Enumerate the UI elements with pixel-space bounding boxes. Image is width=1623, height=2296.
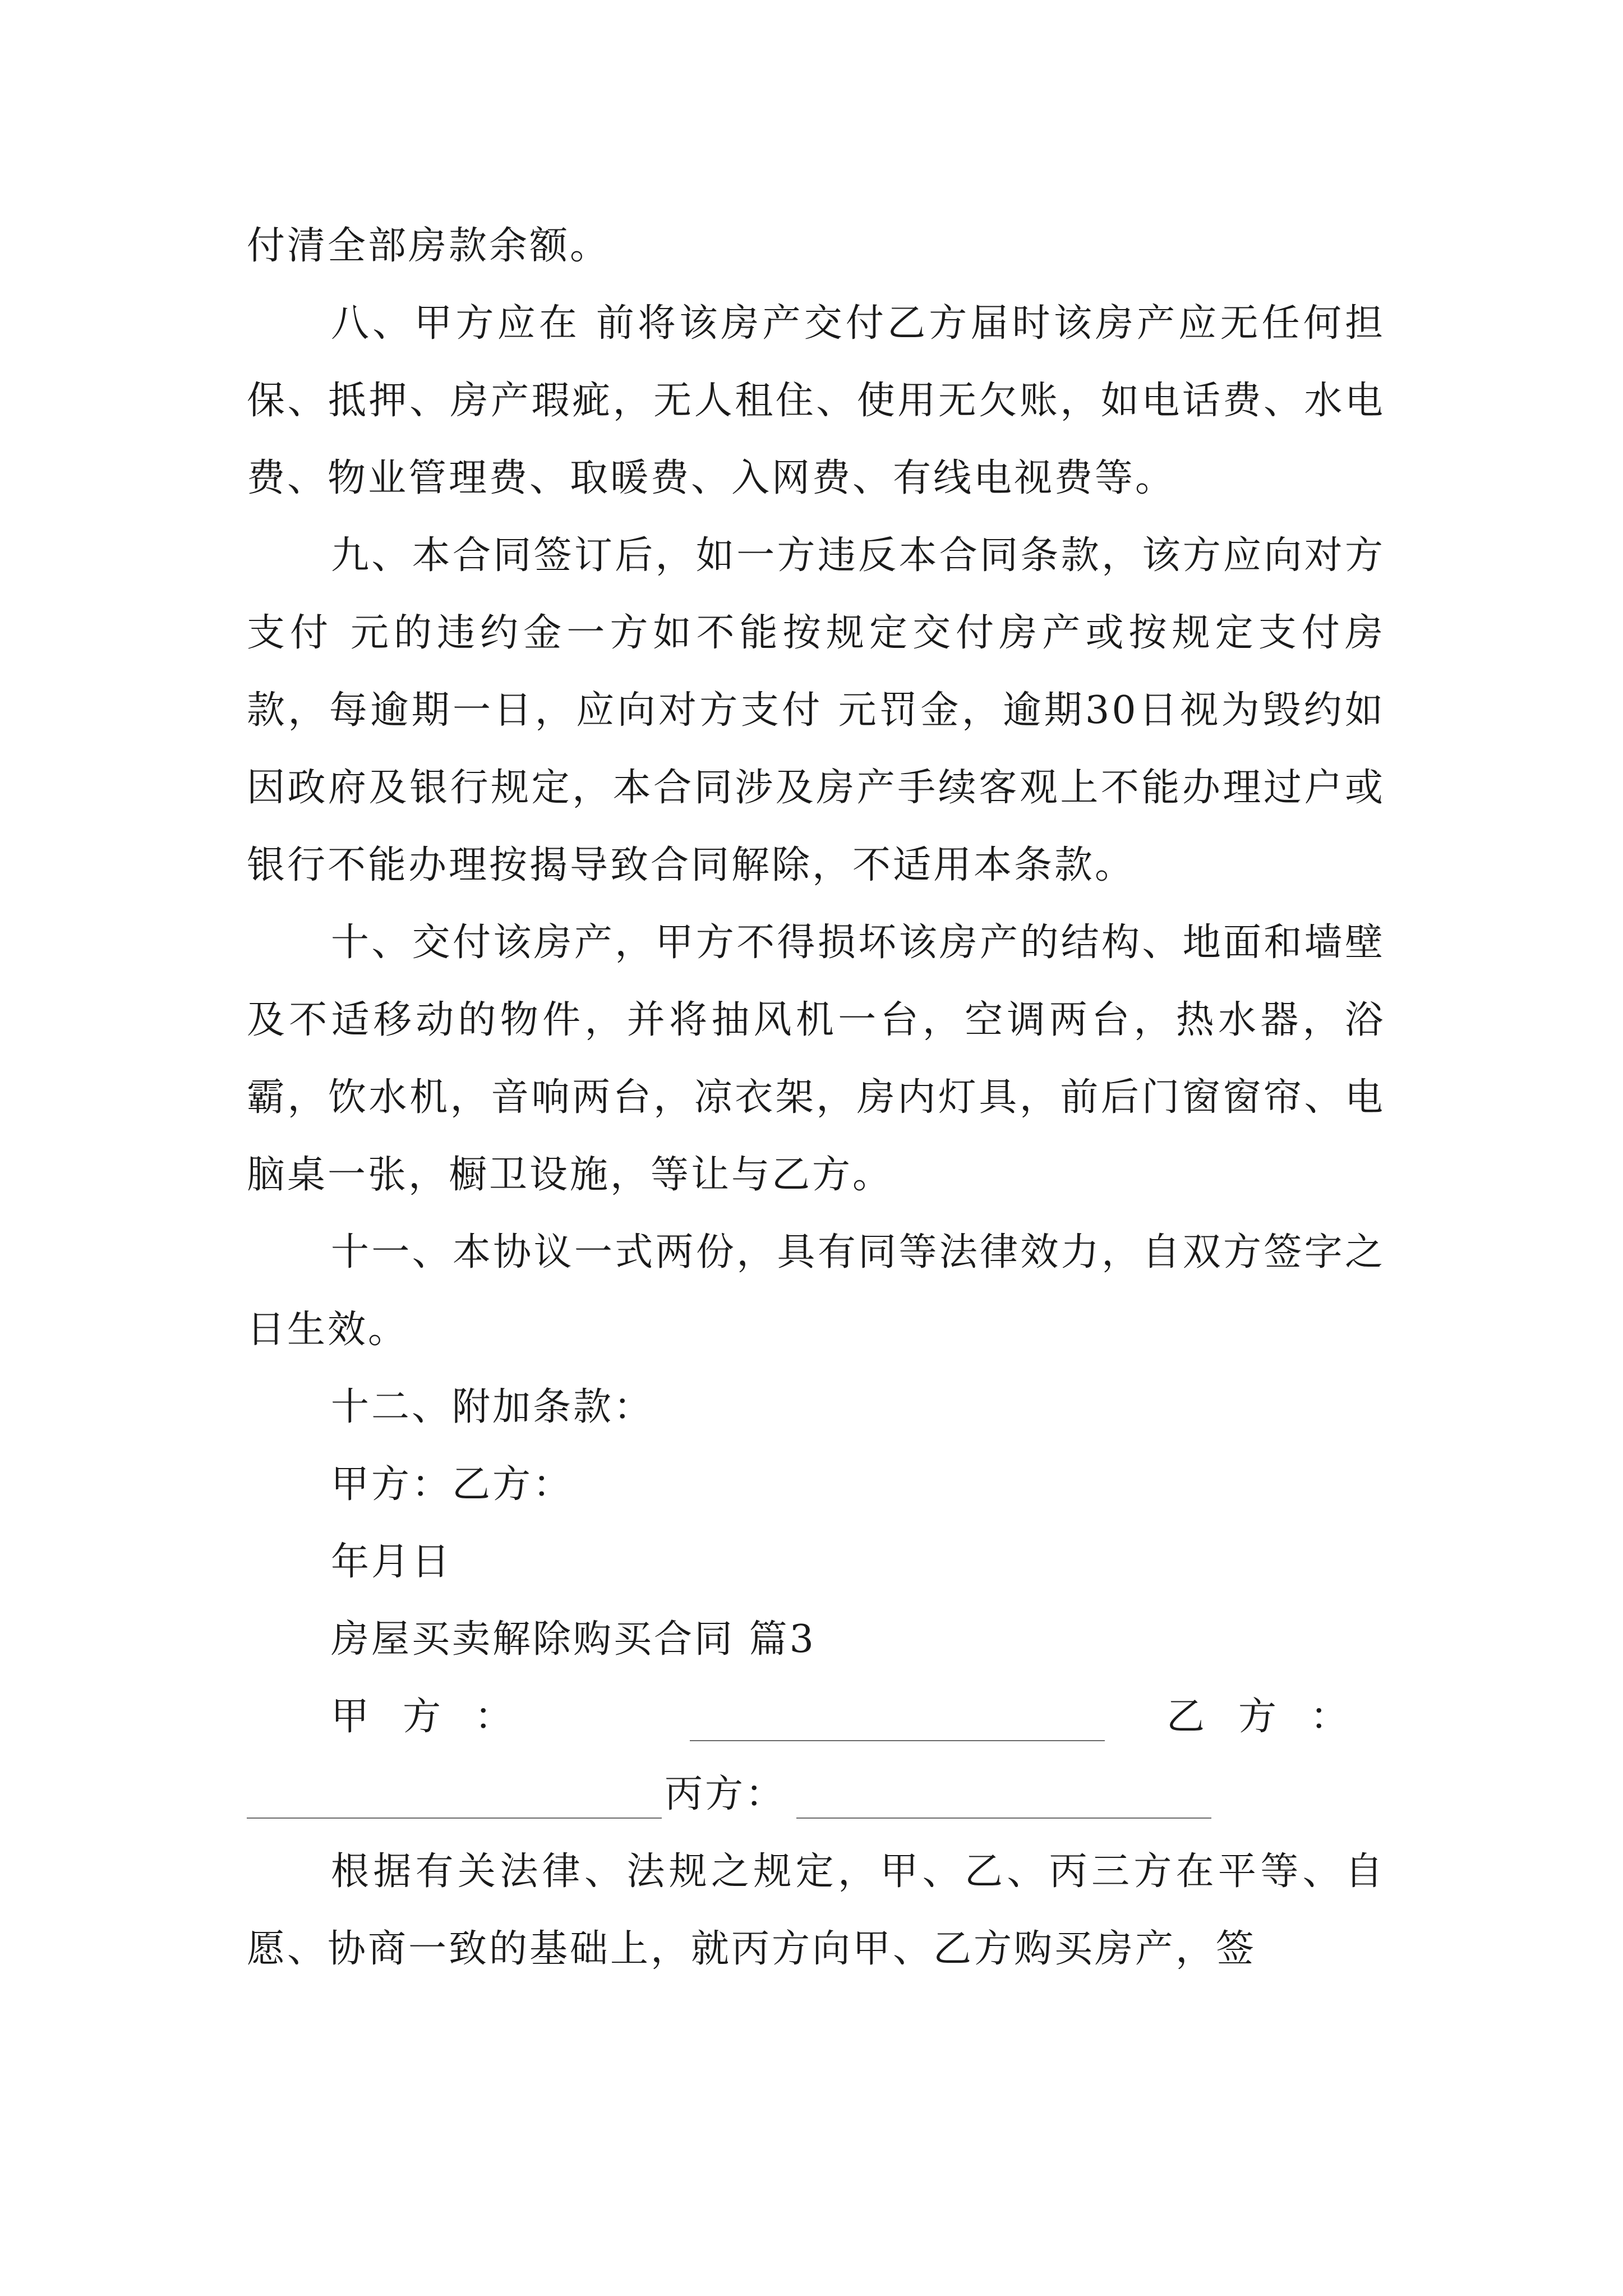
party-b-blank	[247, 1818, 662, 1819]
paragraph-date: 年月日	[331, 1540, 453, 1584]
document-page	[247, 208, 1385, 1988]
paragraph-clause-8: 八、甲方应在 前将该房产交付乙方届时该房产应无任何担保、抵押、房产瑕疵，无人租住、使用无欠账，如电话费、水电费、物业管理费、取暖费、入网费、有线电视费等。	[247, 301, 1385, 500]
paragraph-section-title: 房屋买卖解除购买合同 篇3	[331, 1617, 816, 1662]
paragraph-parties: 甲方：乙方：	[331, 1462, 574, 1507]
paragraph-clause-10: 十、交付该房产，甲方不得损坏该房产的结构、地面和墙壁及不适移动的物件，并将抽风机一台，空调两台，热水器，浴霸，饮水机，音响两台，凉衣架，房内灯具，前后门窗窗帘、电脑桌一张，橱卫设施，等让与乙方。	[247, 921, 1385, 1197]
signature-line-ab	[247, 1678, 1385, 1756]
party-a-label: 甲方：	[331, 1695, 547, 1739]
paragraph-clause-11: 十一、本协议一式两份，具有同等法律效力，自双方签字之日生效。	[247, 1230, 1385, 1352]
paragraph-clause-9: 九、本合同签订后，如一方违反本合同条款，该方应向对方支付 元的违约金一方如不能按规定交付房产或按规定支付房款，每逾期一日，应向对方支付 元罚金，逾期30日视为毁约如因政府及银行规定，本合同涉及房产手续客观上不能办理过户或银行不能办理按揭导致合同解除，不适用本条款。	[247, 533, 1385, 887]
party-a-blank	[690, 1740, 1105, 1741]
paragraph-payment-balance: 付清全部房款余额。	[247, 224, 611, 268]
party-c-blank	[796, 1818, 1211, 1819]
paragraph-clause-12: 十二、附加条款：	[331, 1385, 654, 1429]
signature-line-c	[247, 1756, 1385, 1833]
paragraph-agreement-intro: 根据有关法律、法规之规定，甲、乙、丙三方在平等、自愿、协商一致的基础上，就丙方向甲、乙方购买房产，签	[247, 1849, 1385, 1971]
party-c-label: 丙方：	[665, 1772, 786, 1816]
party-b-label: 乙方：	[1166, 1695, 1382, 1739]
